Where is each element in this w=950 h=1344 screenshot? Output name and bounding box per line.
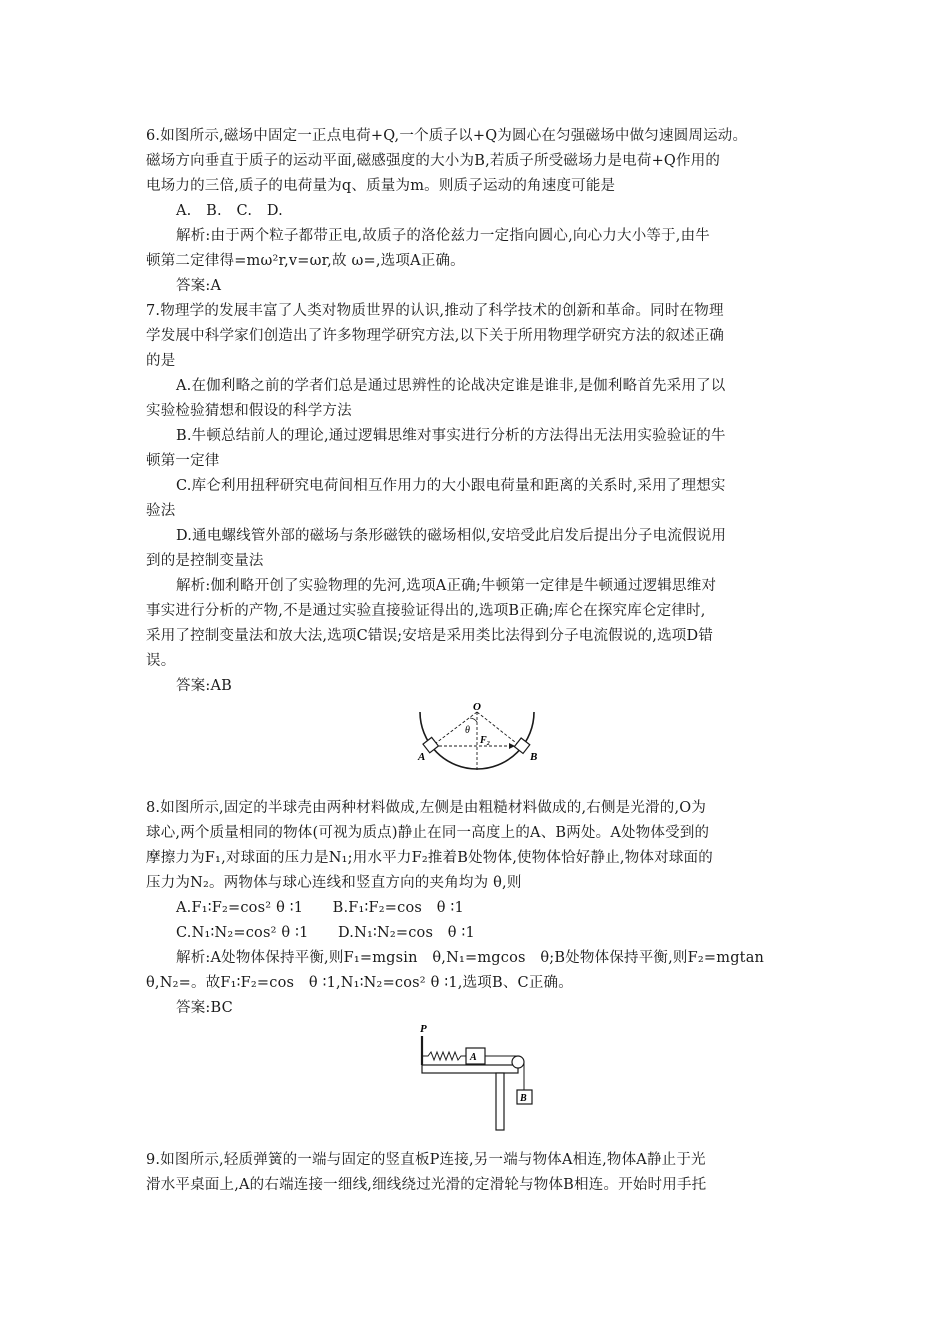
q6-analysis-2: 顿第二定律得=mω²r,v=ωr,故 ω=,选项A正确。 bbox=[146, 253, 465, 269]
q6-line-1: 6.如图所示,磁场中固定一正点电荷+Q,一个质子以+Q为圆心在匀强磁场中做匀速圆周运动。 bbox=[146, 128, 748, 144]
table-top bbox=[422, 1065, 518, 1073]
q7-line-2: 学发展中科学家们创造出了许多物理学研究方法,以下关于所用物理学研究方法的叙述正确 bbox=[146, 328, 725, 344]
label-a: A bbox=[418, 751, 426, 763]
q6-analysis-1: 解析:由于两个粒子都带正电,故质子的洛伦兹力一定指向圆心,向心力大小等于,由牛 bbox=[176, 228, 711, 244]
q8-line-2: 球心,两个质量相同的物体(可视为质点)静止在同一高度上的A、B两处。A处物体受到的 bbox=[146, 825, 710, 841]
radius-to-a bbox=[432, 712, 477, 746]
q8-analysis-2: θ,N₂=。故F₁∶F₂=cos θ ∶1,N₁∶N₂=cos² θ ∶1,选项B、C正确。 bbox=[146, 975, 573, 991]
bowl-arc bbox=[420, 712, 534, 769]
q7-answer: 答案:AB bbox=[176, 678, 233, 694]
label-f2: F₂ bbox=[480, 735, 491, 746]
q9-line-2: 滑水平桌面上,A的右端连接一细线,细线绕过光滑的定滑轮与物体B相连。开始时用手托 bbox=[146, 1177, 707, 1193]
q7-option-c-2: 验法 bbox=[146, 503, 176, 519]
q7-option-b-2: 顿第一定律 bbox=[146, 453, 220, 469]
label-p: P bbox=[420, 1023, 427, 1035]
q6-line-3: 电场力的三倍,质子的电荷量为q、质量为m。则质子运动的角速度可能是 bbox=[146, 178, 616, 194]
q8-options-row-1: A.F₁∶F₂=cos² θ ∶1 B.F₁∶F₂=cos θ ∶1 bbox=[176, 900, 464, 916]
q7-analysis-4: 误。 bbox=[146, 653, 176, 669]
q8-options-row-2: C.N₁∶N₂=cos² θ ∶1 D.N₁∶N₂=cos θ ∶1 bbox=[176, 925, 475, 941]
q6-options: A. B. C. D. bbox=[176, 203, 283, 219]
q7-option-d-1: D.通电螺线管外部的磁场与条形磁铁的磁场相似,安培受此启发后提出分子电流假说用 bbox=[176, 528, 727, 544]
q7-option-a-1: A.在伽利略之前的学者们总是通过思辨性的论战决定谁是谁非,是伽利略首先采用了以 bbox=[176, 378, 726, 394]
q7-analysis-2: 事实进行分析的产物,不是通过实验直接验证得出的,选项B正确;库仑在探究库仑定律时, bbox=[146, 603, 706, 619]
label-o: O bbox=[473, 701, 481, 713]
q6-answer: 答案:A bbox=[176, 278, 222, 294]
q7-analysis-3: 采用了控制变量法和放大法,选项C错误;安培是采用类比法得到分子电流假说的,选项D错 bbox=[146, 628, 714, 644]
q8-line-4: 压力为N₂。两物体与球心连线和竖直方向的夹角均为 θ,则 bbox=[146, 875, 522, 891]
q8-line-1: 8.如图所示,固定的半球壳由两种材料做成,左侧是由粗糙材料做成的,右侧是光滑的,O为 bbox=[146, 800, 707, 816]
force-arrow-head bbox=[509, 743, 515, 749]
q9-line-1: 9.如图所示,轻质弹簧的一端与固定的竖直板P连接,另一端与物体A相连,物体A静止于光 bbox=[146, 1152, 706, 1168]
q7-analysis-1: 解析:伽利略开创了实验物理的先河,选项A正确;牛顿第一定律是牛顿通过逻辑思维对 bbox=[176, 578, 717, 594]
pulley bbox=[512, 1056, 524, 1068]
label-block-b: B bbox=[520, 1093, 527, 1104]
q7-option-a-2: 实验检验猜想和假设的科学方法 bbox=[146, 403, 352, 419]
label-block-a: A bbox=[470, 1052, 477, 1063]
q7-option-c-1: C.库仑利用扭秤研究电荷间相互作用力的大小跟电荷量和距离的关系时,采用了理想实 bbox=[176, 478, 726, 494]
table-leg bbox=[496, 1073, 504, 1130]
q7-line-3: 的是 bbox=[146, 353, 176, 369]
spring-pulley-figure bbox=[412, 1020, 544, 1132]
q6-line-2: 磁场方向垂直于质子的运动平面,磁感强度的大小为B,若质子所受磁场力是电荷+Q作用的 bbox=[146, 153, 721, 169]
q8-answer: 答案:BC bbox=[176, 1000, 233, 1016]
label-theta: θ bbox=[465, 725, 470, 736]
q7-option-d-2: 到的是控制变量法 bbox=[146, 553, 264, 569]
q7-option-b-1: B.牛顿总结前人的理论,通过逻辑思维对事实进行分析的方法得出无法用实验验证的牛 bbox=[176, 428, 726, 444]
label-b: B bbox=[530, 751, 538, 763]
q8-analysis-1: 解析:A处物体保持平衡,则F₁=mgsin θ,N₁=mgcos θ;B处物体保持平衡,则F₂=mgtan bbox=[176, 950, 765, 966]
hemisphere-bowl-figure bbox=[410, 700, 545, 778]
spring bbox=[422, 1052, 466, 1060]
q8-line-3: 摩擦力为F₁,对球面的压力是N₁;用水平力F₂推着B处物体,使物体恰好静止,物体对球面的 bbox=[146, 850, 713, 866]
q7-line-1: 7.物理学的发展丰富了人类对物质世界的认识,推动了科学技术的创新和革命。同时在物理 bbox=[146, 303, 724, 319]
angle-arc bbox=[470, 718, 477, 722]
